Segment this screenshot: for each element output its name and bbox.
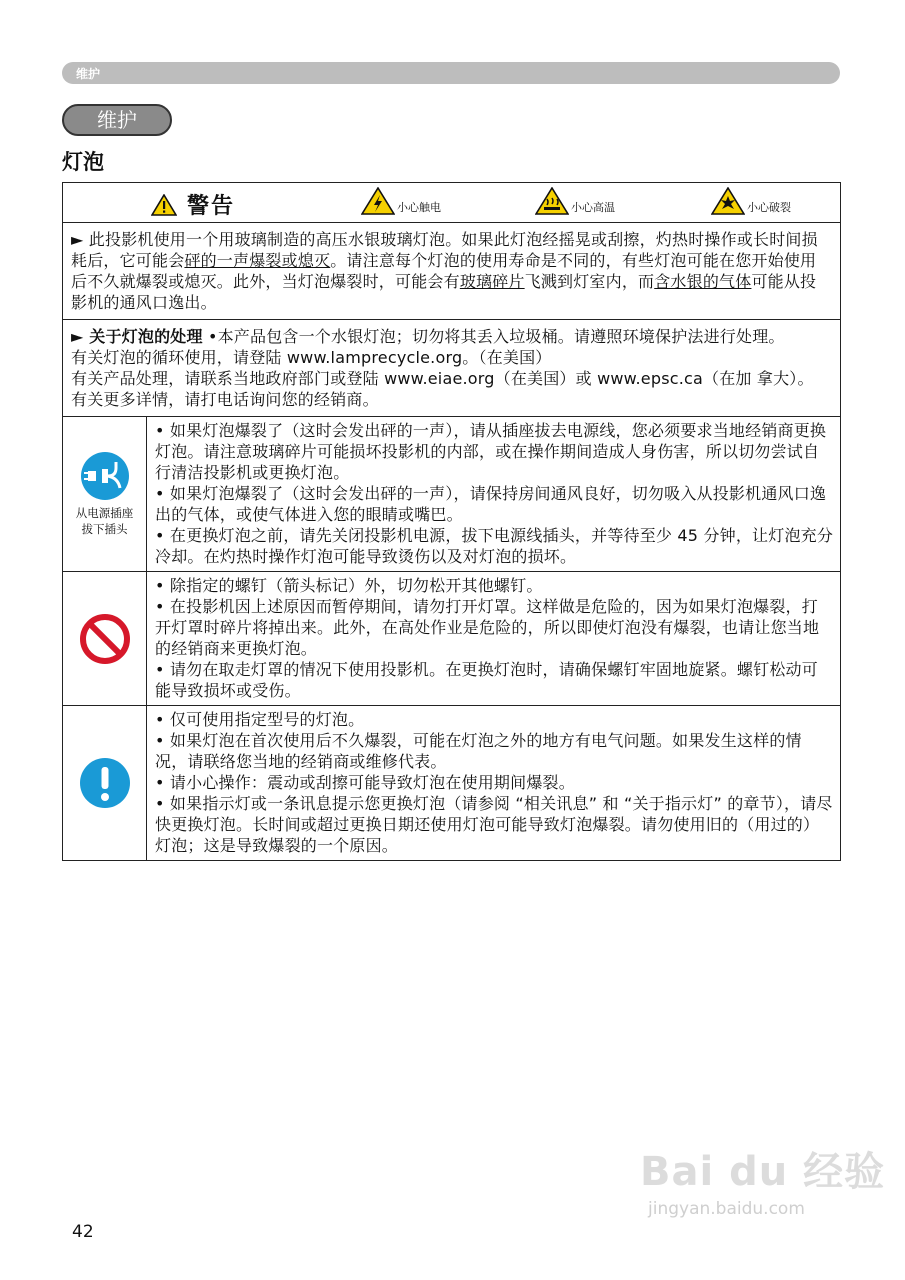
hazard-label-burst: 小心破裂 [747,201,791,214]
para1-text-4: 可能从投影机的通风口逸出。 [71,272,817,312]
prohibit-symbol-cell [63,572,147,705]
unplug-caption-2: 拔下插头 [81,522,128,536]
watermark-url: jingyan.baidu.com [648,1199,805,1219]
mandatory-symbol-cell [63,706,147,860]
hazard-hot [535,187,615,215]
mandatory-section [63,706,840,860]
mandatory-bullet-1: • 仅可使用指定型号的灯泡。 [155,710,365,729]
hazard-burst [711,187,791,215]
hot-surface-icon [535,187,569,215]
para1-text-3: 飞溅到灯室内，而 [524,272,655,291]
unplug-caption-1: 从电源插座 [75,506,134,520]
unplug-caption [76,505,134,537]
unplug-text [147,417,840,571]
hazard-label-electric: 小心触电 [397,201,441,214]
para1-text-2: 。请注意每个灯泡的使用寿命是不同的，有些灯泡可能在您开始使用后不久就爆裂或熄灭。此外，当灯泡爆裂时，可能会有 [71,251,817,291]
exclamation-icon [79,757,131,809]
page-title: 灯泡 [62,150,104,174]
hazard-label-hot: 小心高温 [571,201,615,214]
page-number: 42 [72,1222,94,1242]
prohibit-section [63,572,840,706]
para1-underline-3: 含水银的气体 [654,272,752,291]
disposal-line-3: 有关产品处理，请联系当地政府部门或登陆 www.eiae.org（在美国）或 www.epsc.ca（在加 拿大）。 [71,369,814,388]
section-pill: 维护 [62,104,172,136]
disposal-line-4: 有关更多详情，请打电话询问您的经销商。 [71,390,379,409]
warning-paragraph-1 [63,223,840,320]
prohibit-bullet-1: • 除指定的螺钉（箭头标记）外，切勿松开其他螺钉。 [155,576,543,595]
prohibit-bullet-2: • 在投影机因上述原因而暂停期间，请勿打开灯罩。这样做是危险的，因为如果灯泡爆裂，打开灯罩时碎片将掉出来。此外，在高处作业是危险的，所以即使灯泡没有爆裂，也请让您当地的经销商来更换灯泡。 [155,597,820,658]
disposal-line-1: •本产品包含一个水银灯泡；切勿将其丢入垃圾桶。请遵照环境保护法进行处理。 [202,327,785,346]
warning-title-group [151,189,235,220]
disposal-title: ► 关于灯泡的处理 [71,327,203,346]
electric-shock-icon [361,187,395,215]
unplug-section [63,417,840,572]
mandatory-text [147,706,840,860]
warning-triangle-icon [151,194,177,216]
unplug-bullet-1: • 如果灯泡爆裂了（这时会发出砰的一声），请从插座拔去电源线，您必须要求当地经销商更换灯泡。请注意玻璃碎片可能损坏投影机的内部，或在操作期间造成人身伤害，所以切勿尝试自行清洁投影机或更换灯泡。 [155,421,827,482]
unplug-bullet-2: • 如果灯泡爆裂了（这时会发出砰的一声），请保持房间通风良好，切勿吸入从投影机通风口逸出的气体，或使气体进入您的眼睛或嘴巴。 [155,484,827,524]
prohibited-icon [78,612,132,666]
header-section-label: 维护 [76,67,101,81]
header-bar [62,62,840,84]
unplug-symbol-cell [63,417,147,571]
para1-underline-1: 砰的一声爆裂或熄灭 [184,251,331,270]
warning-header-row [63,183,840,223]
disposal-paragraph [63,320,840,417]
unplug-icon [80,451,130,501]
para1-text-1: ► 此投影机使用一个用玻璃制造的高压水银玻璃灯泡。如果此灯泡经摇晃或刮擦，灼热时操作或长时间损耗后，它可能会 [71,230,818,270]
unplug-bullet-3: • 在更换灯泡之前，请先关闭投影机电源，拔下电源线插头，并等待至少 45 分钟，让灯泡充分冷却。在灼热时操作灯泡可能导致烫伤以及对灯泡的损坏。 [155,526,834,566]
explosion-icon [711,187,745,215]
para1-underline-2: 玻璃碎片 [459,272,525,291]
mandatory-bullet-4: • 如果指示灯或一条讯息提示您更换灯泡（请参阅 “相关讯息” 和 “关于指示灯” 的章节），请尽快更换灯泡。长时间或超过更换日期还使用灯泡可能导致灯泡爆裂。请勿使用旧的（用过的）灯泡；这是导致爆裂的一个原因。 [155,794,833,855]
prohibit-text [147,572,840,705]
hazard-electric [361,187,441,215]
prohibit-bullet-3: • 请勿在取走灯罩的情况下使用投影机。在更换灯泡时，请确保螺钉牢固地旋紧。螺钉松动可能导致损坏或受伤。 [155,660,818,700]
warning-title: 警告 [187,194,236,219]
mandatory-bullet-3: • 请小心操作：震动或刮擦可能导致灯泡在使用期间爆裂。 [155,773,575,792]
mandatory-bullet-2: • 如果灯泡在首次使用后不久爆裂，可能在灯泡之外的地方有电气问题。如果发生这样的情况，请联络您当地的经销商或维修代表。 [155,731,802,771]
watermark-brand: Bai du 经验 [640,1149,886,1195]
disposal-line-2: 有关灯泡的循环使用，请登陆 www.lamprecycle.org。（在美国） [71,348,552,367]
warning-table [62,182,841,861]
baidu-watermark [640,1140,885,1219]
